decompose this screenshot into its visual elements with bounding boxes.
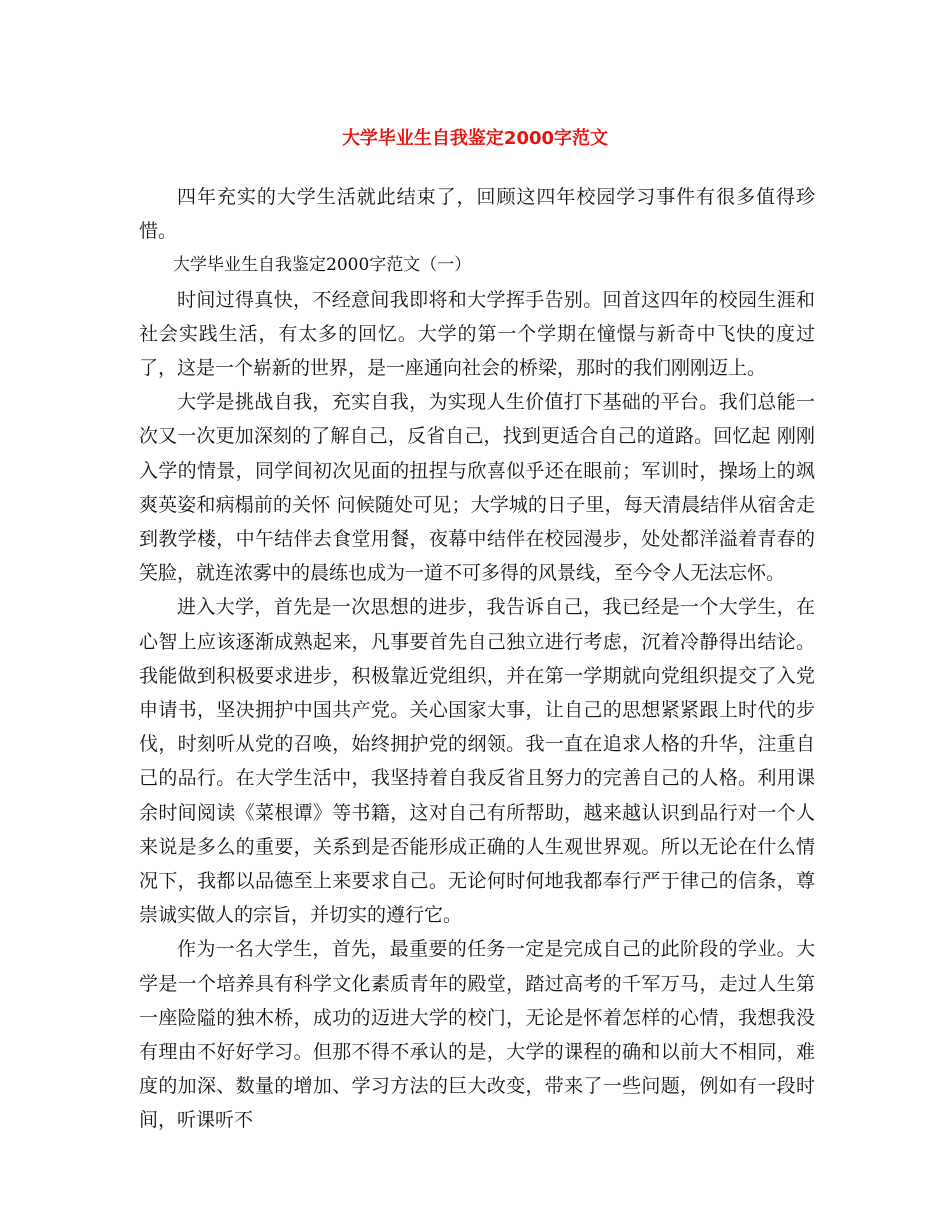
body-paragraph-3: 进入大学，首先是一次思想的进步，我告诉自己，我已经是一个大学生，在心智上应该逐渐成熟起来，凡事要首先自己独立进行考虑，沉着冷静得出结论。我能做到积极要求进步，积极靠近党组织，并在第一学期就向党组织提交了入党申请书，坚决拥护中国共产党。关心国家大事，让自己的思想紧紧跟上时代的步伐，时刻听从党的召唤，始终拥护党的纲领。我一直在追求人格的升华，注重自己的品行。在大学生活中，我坚持着自我反省且努力的完善自己的人格。利用课余时间阅读《菜根谭》等书籍，这对自己有所帮助，越来越认识到品行对一个人来说是多么的重要，关系到是否能形成正确的人生观世界观。所以无论在什么情况下，我都以品德至上来要求自己。无论何时何地我都奉行严于律己的信条，尊崇诚实做人的宗旨，并切实的遵行它。 [139,596,815,927]
body-paragraph-4: 作为一名大学生，首先，最重要的任务一定是完成自己的此阶段的学业。大学是一个培养具有科学文化素质青年的殿堂，踏过高考的千军万马，走过人生第一座险隘的独木桥，成功的迈进大学的校门，无论是怀着怎样的心情，我想我没有理由不好好学习。但那不得不承认的是，大学的课程的确和以前大不相同，难度的加深、数量的增加、学习方法的巨大改变，带来了一些问题，例如有一段时间，听课听不 [139,938,815,1132]
body-paragraph-1: 时间过得真快，不经意间我即将和大学挥手告别。回首这四年的校园生涯和社会实践生活，有太多的回忆。大学的第一个学期在憧憬与新奇中飞快的度过了，这是一个崭新的世界，是一座通向社会的桥梁，那时的我们刚刚迈上。 [139,288,815,380]
section-subheading: 大学毕业生自我鉴定2000字范文（一） [173,255,472,276]
intro-paragraph: 四年充实的大学生活就此结束了，回顾这四年校园学习事件有很多值得珍惜。 [139,186,815,243]
document-body [139,180,815,1138]
document-title: 大学毕业生自我鉴定2000字范文 [341,128,609,149]
body-paragraph-2: 大学是挑战自我，充实自我，为实现人生价值打下基础的平台。我们总能一次又一次更加深刻的了解自己，反省自己，找到更适合自己的道路。回忆起 刚刚入学的情景，同学间初次见面的扭捏与欣喜似乎还在眼前；军训时，操场上的飒爽英姿和病榻前的关怀 问候随处可见；大学城的日子里，每天清晨结伴从宿舍走到教学楼，中午结伴去食堂用餐，夜幕中结伴在校园漫步，处处都洋溢着青春的笑脸，就连浓雾中的晨练也成为一道不可多得的风景线，至今令人无法忘怀。 [139,391,815,585]
